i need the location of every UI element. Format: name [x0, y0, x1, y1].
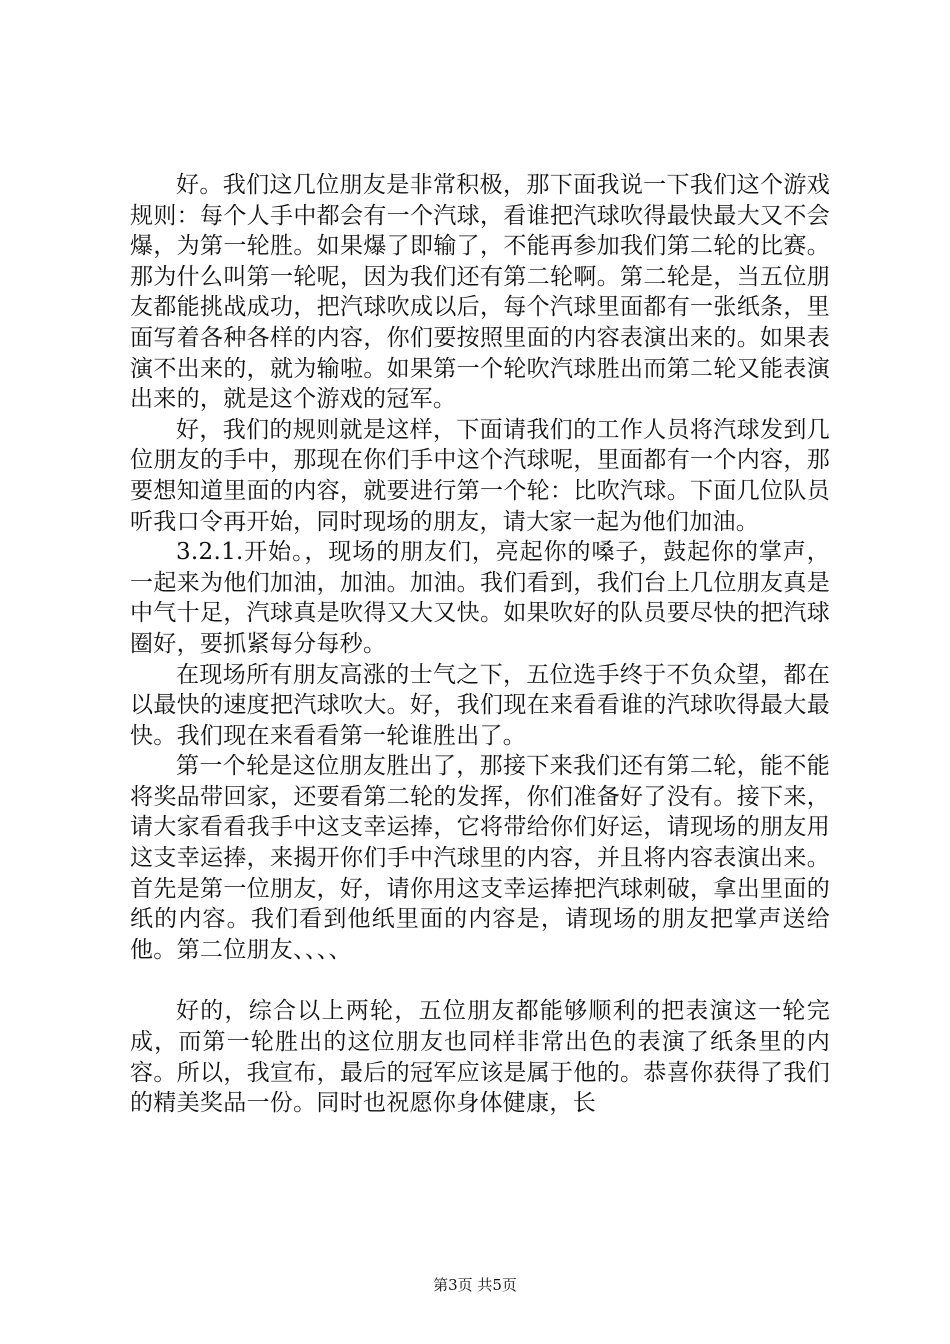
paragraph-countdown-start: 3.2.1.开始。，现场的朋友们，亮起你的嗓子，鼓起你的掌声，一起来为他们加油，加油。加油。我们看到，我们台上几位朋友真是中气十足，汽球真是吹得又大又快。如果吹好的队员要尽快的把汽球圈好，要抓紧每分每秒。 — [130, 539, 830, 657]
paragraph-game-rules: 好。我们这几位朋友是非常积极，那下面我说一下我们这个游戏规则：每个人手中都会有一个汽球，看谁把汽球吹得最快最大又不会爆，为第一轮胜。如果爆了即输了，不能再参加我们第二轮的比赛。那为什么叫第一轮呢，因为我们还有第二轮啊。第二轮是，当五位朋友都能挑战成功，把汽球吹成以后，每个汽球里面都有一张纸条，里面写着各种各样的内容，你们要按照里面的内容表演出来的。如果表演不出来的，就为输啦。如果第一个轮吹汽球胜出而第二轮又能表演出来的，就是这个游戏的冠军。 — [130, 172, 830, 413]
paragraph-balloon-distribution: 好，我们的规则就是这样，下面请我们的工作人员将汽球发到几位朋友的手中，那现在你们手中这个汽球呢，里面都有一个内容，那要想知道里面的内容，就要进行第一个轮：比吹汽球。下面几位队员听我口令再开始，同时现场的朋友，请大家一起为他们加油。 — [130, 416, 830, 535]
paragraph-first-round-result: 在现场所有朋友高涨的士气之下，五位选手终于不负众望，都在以最快的速度把汽球吹大。好，我们现在来看看谁的汽球吹得最大最快。我们现在来看看第一轮谁胜出了。 — [130, 661, 830, 749]
paragraph-second-round: 第一个轮是这位朋友胜出了，那接下来我们还有第二轮，能不能将奖品带回家，还要看第二轮的发挥，你们准备好了没有。接下来，请大家看看我手中这支幸运捧，它将带给你们好运，请现场的朋友用这支幸运捧，来揭开你们手中汽球里的内容，并且将内容表演出来。首先是第一位朋友，好，请你用这支幸运捧把汽球刺破，拿出里面的纸的内容。我们看到他纸里面的内容是，请现场的朋友把掌声送给他。第二位朋友、、、、 — [130, 753, 830, 963]
paragraph-champion-announcement: 好的，综合以上两轮，五位朋友都能够顺利的把表演这一轮完成，而第一轮胜出的这位朋友也同样非常出色的表演了纸条里的内容。所以，我宣布，最后的冠军应该是属于他的。恭喜你获得了我们的精美奖品一份。同时也祝愿你身体健康，长 — [130, 998, 830, 1117]
page-number-footer: 第3页 共5页 — [433, 1276, 517, 1294]
document-body — [130, 170, 830, 1119]
